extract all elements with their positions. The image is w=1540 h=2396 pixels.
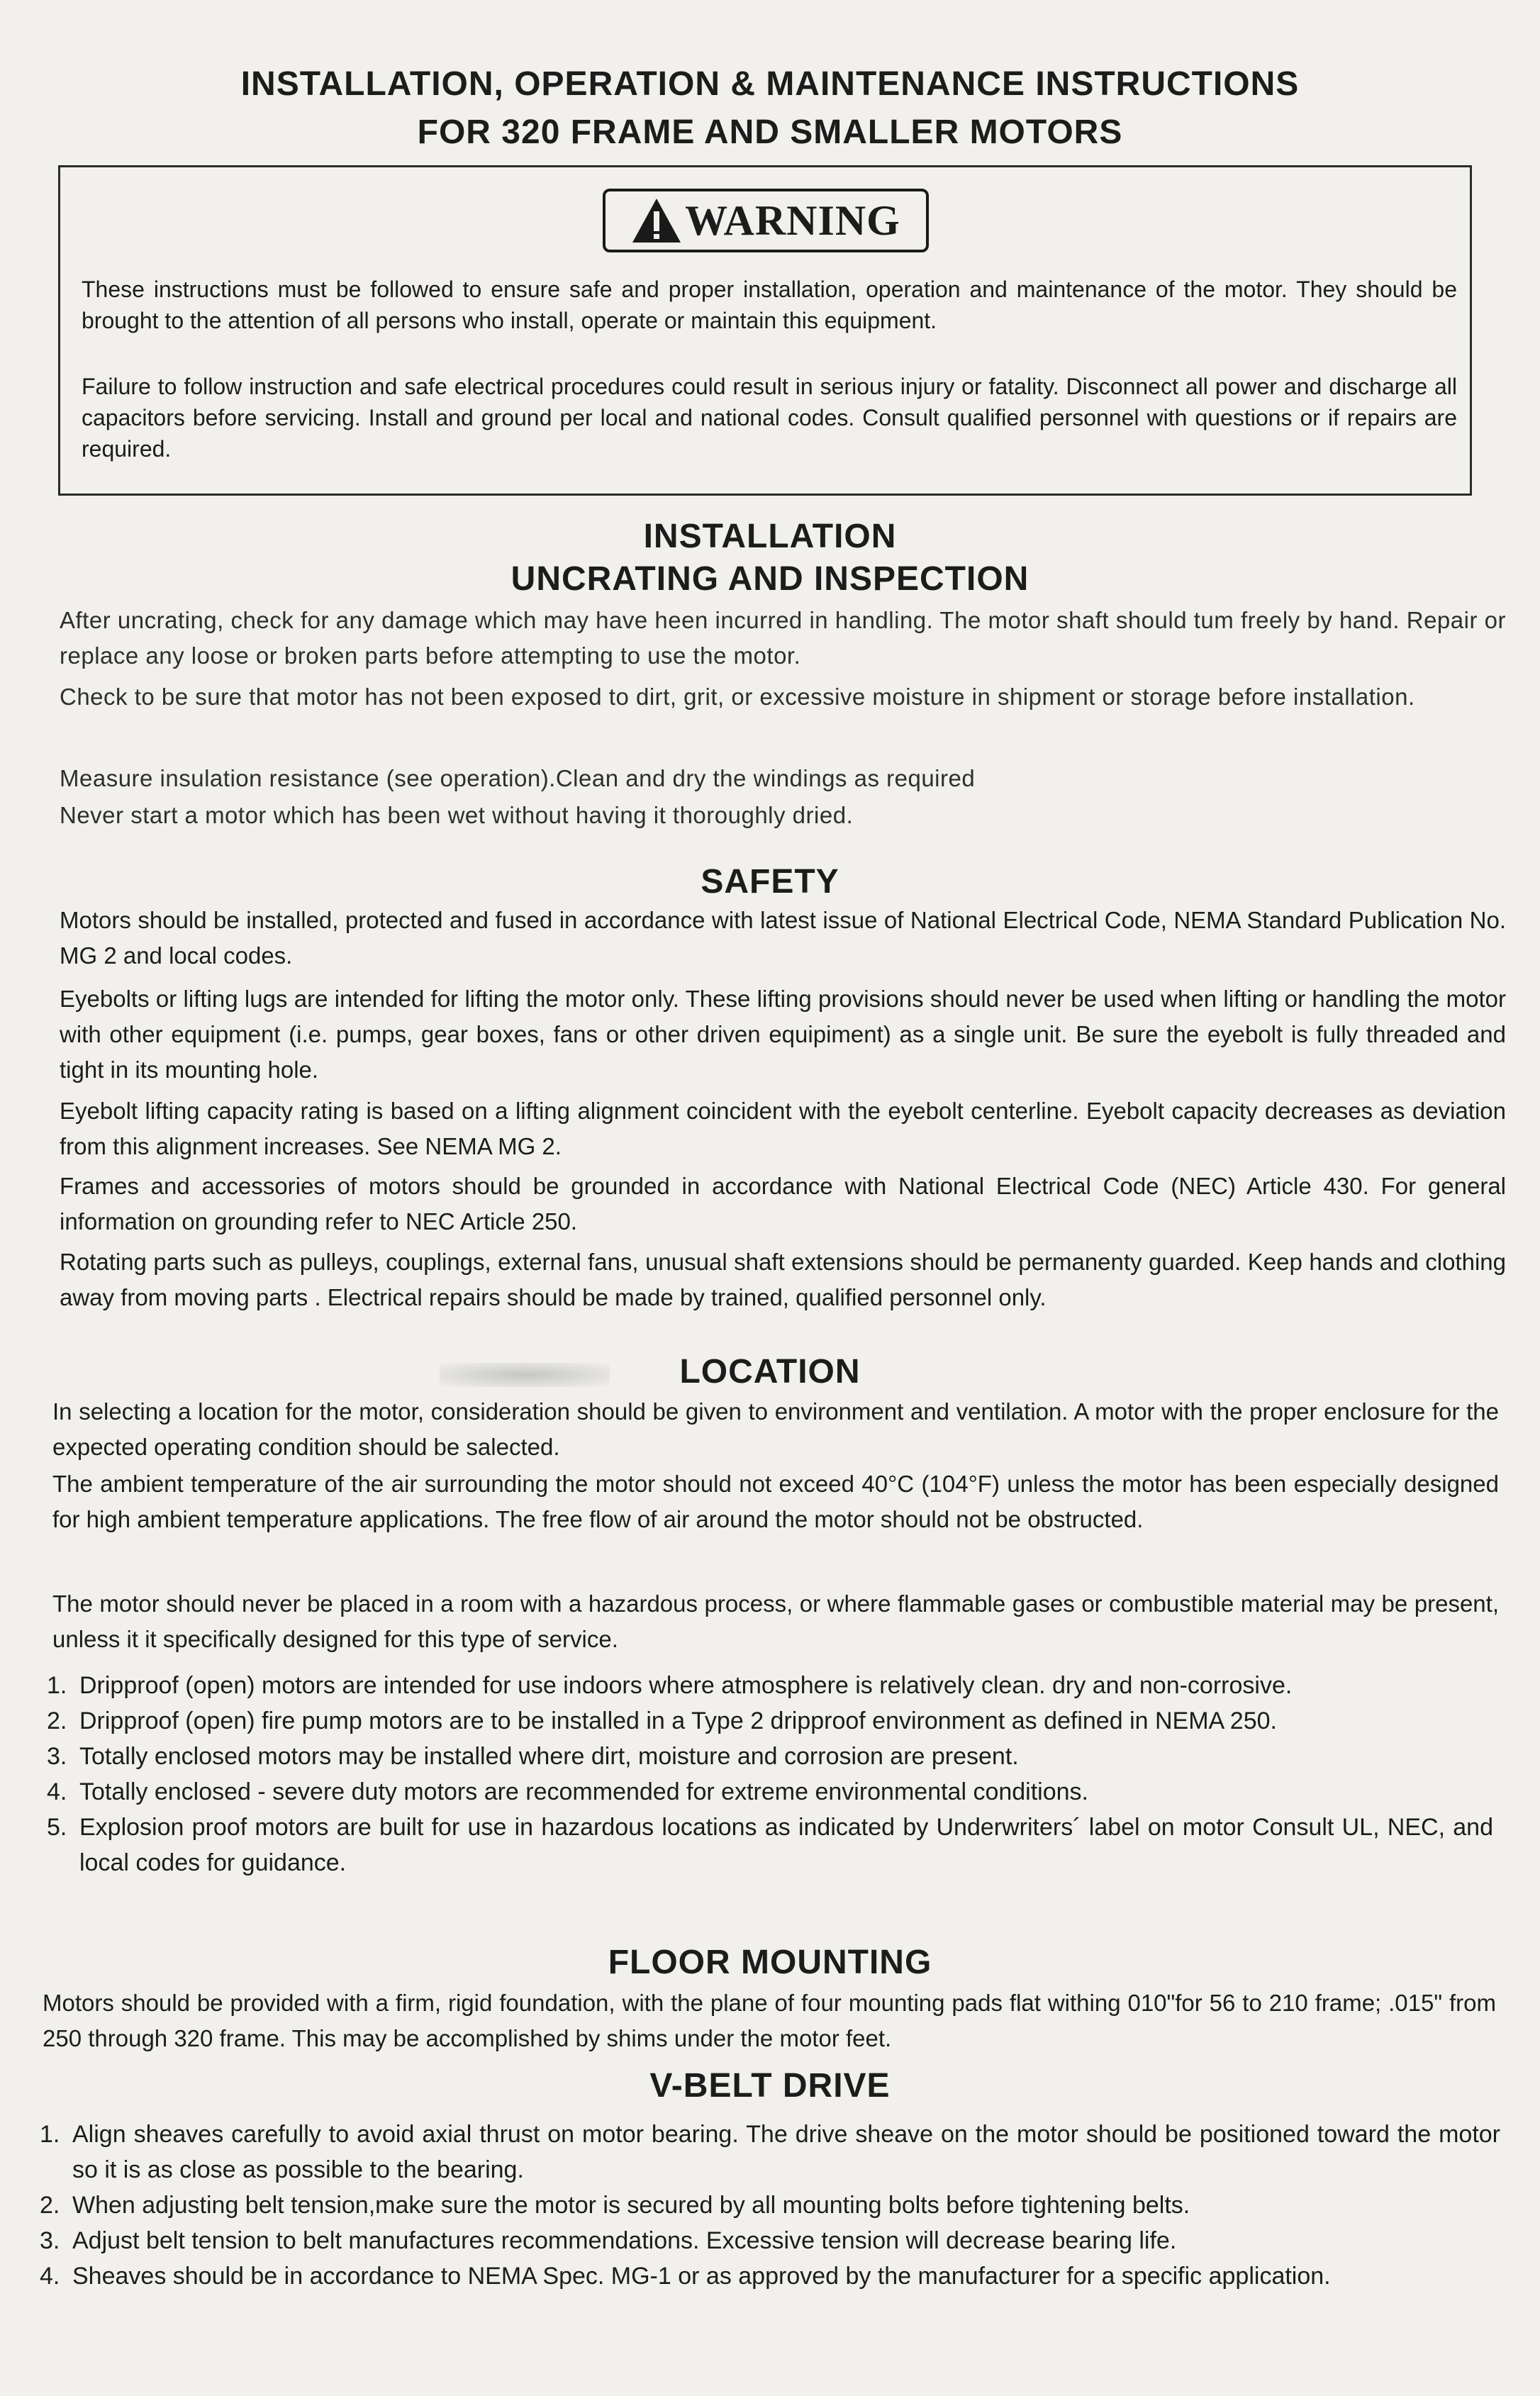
list-item: 2. When adjusting belt tension,make sure the motor is secured by all mounting bolts before tightening belts.	[40, 2192, 1190, 2219]
title-line-1: INSTALLATION, OPERATION & MAINTENANCE INSTRUCTIONS	[240, 65, 1300, 103]
list-item: 3. Adjust belt tension to belt manufactures recommendations. Excessive tension will decrease bearing life.	[40, 2227, 1177, 2254]
installation-paragraph: Check to be sure that motor has not been exposed to dirt, grit, or excessive moisture in shipment or storage before installation.	[60, 684, 1415, 710]
list-item: 1. Align sheaves carefully to avoid axial thrust on motor bearing. The drive sheave on the motor should be positioned toward the motor so it is as close as possible to the bearing.	[40, 2121, 1500, 2183]
vbelt-heading: V-BELT DRIVE	[649, 2067, 891, 2105]
list-item: 5. Explosion proof motors are built for use in hazardous locations as indicated by Underwriters´ label on motor Consult UL, NEC, and local codes for guidance.	[47, 1814, 1493, 1876]
warning-box	[58, 165, 1472, 496]
document-title	[0, 60, 1540, 157]
list-item: 2. Dripproof (open) fire pump motors are to be installed in a Type 2 dripproof environment as defined in NEMA 250.	[47, 1707, 1277, 1734]
warning-text-1: These instructions must be followed to ensure safe and proper installation, operation and maintenance of the motor. They should be brought to the attention of all persons who install, operate or maintain this equipment.	[82, 277, 1457, 333]
location-list	[47, 1668, 1493, 1880]
list-item: 4. Sheaves should be in accordance to NEMA Spec. MG-1 or as approved by the manufacturer for a specific application.	[40, 2263, 1331, 2290]
vbelt-list	[40, 2117, 1500, 2294]
safety-paragraph: Motors should be installed, protected and fused in accordance with latest issue of National Electrical Code, NEMA Standard Publication No. MG 2 and local codes.	[60, 907, 1506, 969]
warning-badge	[603, 189, 929, 252]
warning-triangle-icon	[631, 197, 682, 244]
floor-mounting-heading: FLOOR MOUNTING	[608, 1944, 932, 1981]
location-paragraph: The motor should never be placed in a room with a hazardous process, or where flammable gases or combustible material may be present, unless it it specifically designed for this type of service.	[52, 1590, 1499, 1652]
safety-heading: SAFETY	[701, 863, 839, 901]
list-item: 1. Dripproof (open) motors are intended for use indoors where atmosphere is relatively clean. dry and non-corrosive.	[47, 1672, 1293, 1699]
safety-paragraph: Frames and accessories of motors should be grounded in accordance with National Electrical Code (NEC) Article 430. For general information on grounding refer to NEC Article 250.	[60, 1173, 1506, 1235]
safety-paragraph: Eyebolts or lifting lugs are intended for lifting the motor only. These lifting provisions should never be used when lifting or handling the motor with other equipment (i.e. pumps, gear boxes, fans or other driven equipiment) as a single unit. Be sure the eyebolt is fully threaded and tight in its mounting hole.	[60, 986, 1506, 1083]
uncrating-subheading: UNCRATING AND INSPECTION	[510, 560, 1030, 598]
floor-mounting-paragraph: Motors should be provided with a firm, rigid foundation, with the plane of four mounting pads flat withing 010"for 56 to 210 frame; .015" from 250 through 320 frame. This may be accomplished by shims under the motor feet.	[43, 1990, 1496, 2051]
location-paragraph: The ambient temperature of the air surrounding the motor should not exceed 40°C (104°F) unless the motor has been especially designed for high ambient temperature applications. The free flow of air around the motor should not be obstructed.	[52, 1471, 1499, 1532]
location-heading: LOCATION	[679, 1353, 861, 1391]
list-item: 3. Totally enclosed motors may be installed where dirt, moisture and corrosion are present.	[47, 1743, 1019, 1770]
location-paragraph: In selecting a location for the motor, consideration should be given to environment and ventilation. A motor with the proper enclosure for the expected operating condition should be salected.	[52, 1398, 1499, 1460]
installation-paragraph: After uncrating, check for any damage which may have heen incurred in handling. The motor shaft should tum freely by hand. Repair or replace any loose or broken parts before attempting to use the motor.	[60, 607, 1506, 669]
installation-paragraph: Never start a motor which has been wet without having it thoroughly dried.	[60, 802, 854, 828]
installation-paragraph: Measure insulation resistance (see operation).Clean and dry the windings as required	[60, 765, 976, 791]
safety-paragraph: Eyebolt lifting capacity rating is based on a lifting alignment coincident with the eyebolt centerline. Eyebolt capacity decreases as deviation from this alignment increases. See NEMA MG 2.	[60, 1098, 1506, 1159]
installation-heading: INSTALLATION	[643, 518, 897, 555]
list-item: 4. Totally enclosed - severe duty motors are recommended for extreme environmental conditions.	[47, 1778, 1089, 1805]
safety-paragraph: Rotating parts such as pulleys, couplings, external fans, unusual shaft extensions should be permanenty guarded. Keep hands and clothing away from moving parts . Electrical repairs should be made by trained, qualified personnel only.	[60, 1249, 1506, 1310]
warning-label: WARNING	[685, 196, 900, 244]
warning-text-2: Failure to follow instruction and safe electrical procedures could result in serious injury or fatality. Disconnect all power and discharge all capacitors before servicing. Install and ground per local and national codes. Consult qualified personnel with questions or if repairs are required.	[82, 374, 1457, 462]
title-line-2: FOR 320 FRAME AND SMALLER MOTORS	[417, 113, 1123, 151]
